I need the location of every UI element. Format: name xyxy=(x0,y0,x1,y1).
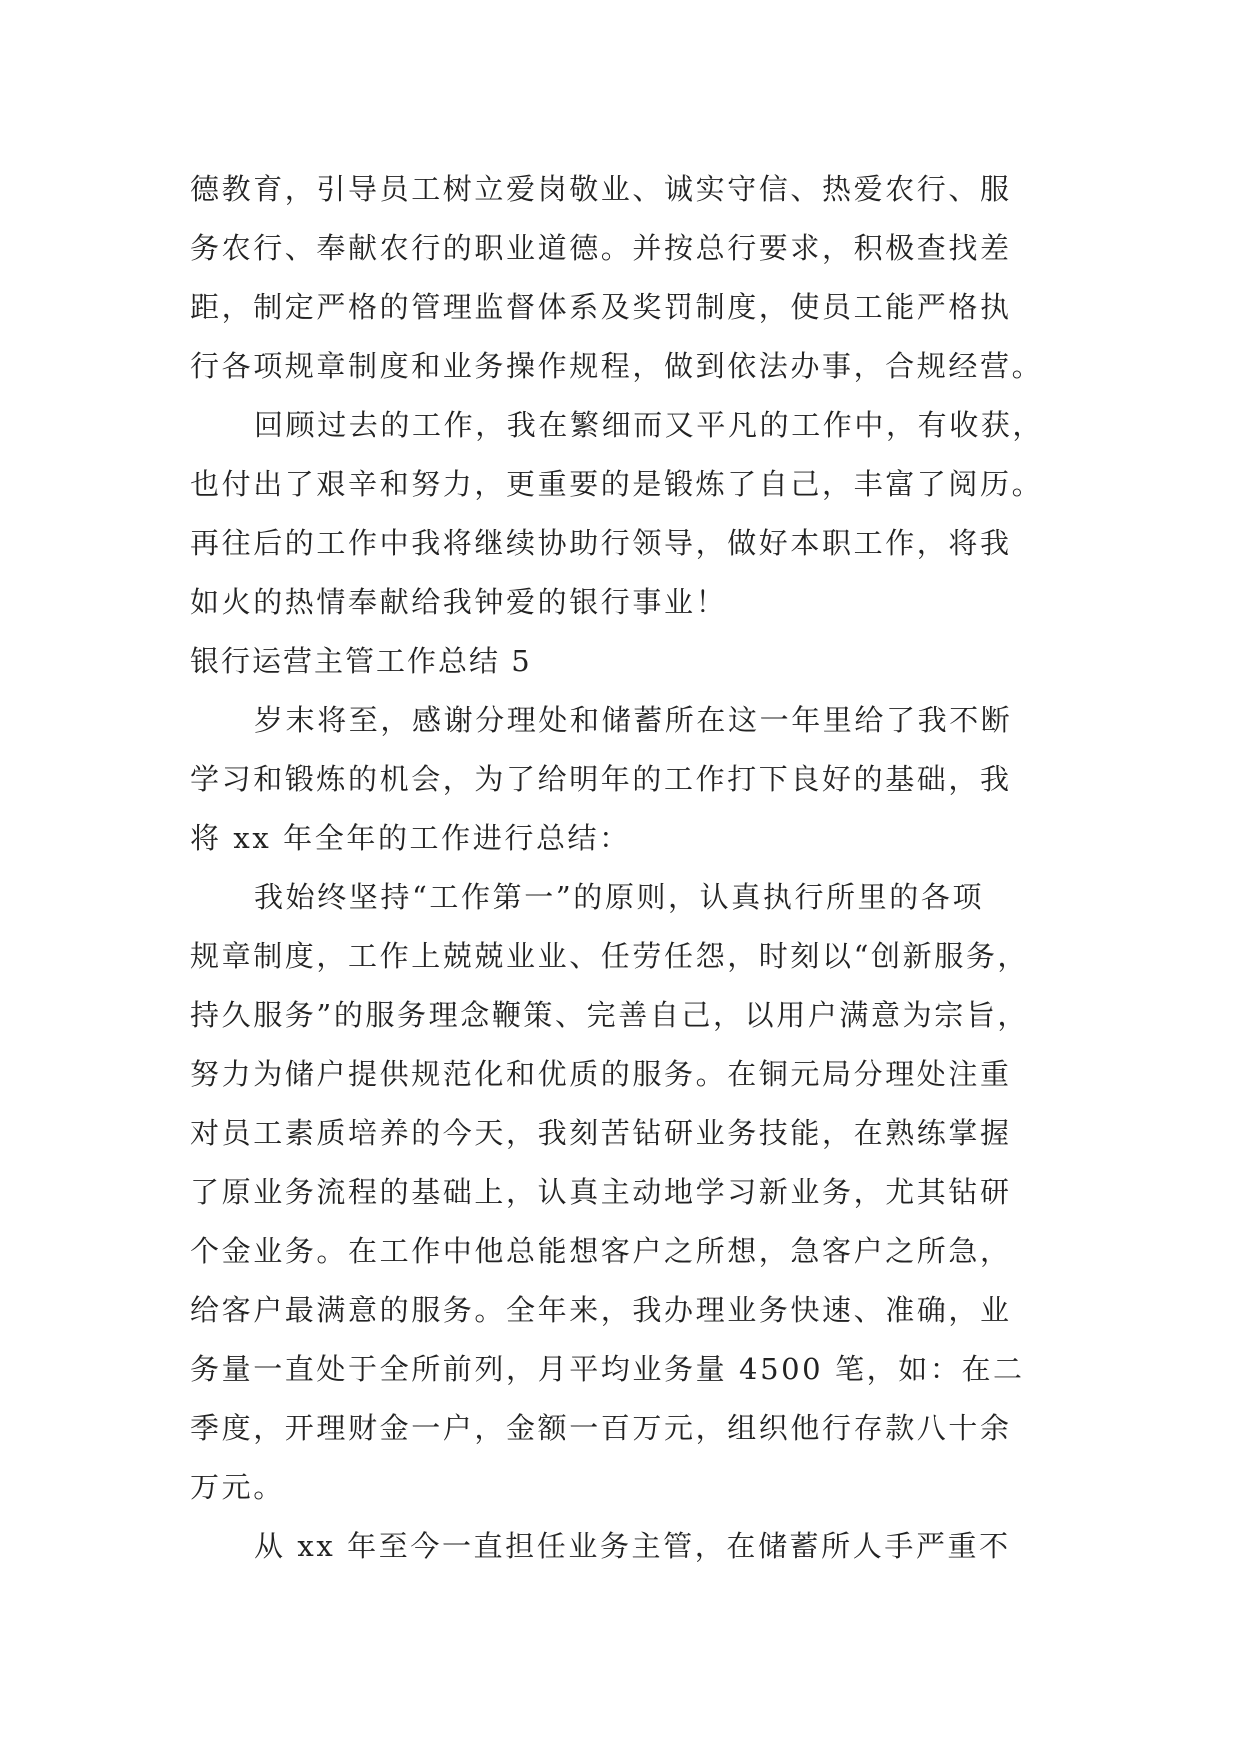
paragraph-start-line-5: 回顾过去的工作，我在繁细而又平凡的工作中，有收获， xyxy=(254,408,1045,442)
text-line-3: 距，制定严格的管理监督体系及奖罚制度，使员工能严格执 xyxy=(190,290,1012,324)
paragraph-start-line-13: 我始终坚持“工作第一”的原则，认真执行所里的各项 xyxy=(254,880,985,914)
text-line-1: 德教育，引导员工树立爱岗敬业、诚实守信、热爱农行、服 xyxy=(190,172,1012,206)
text-line-11: 学习和锻炼的机会，为了给明年的工作打下良好的基础，我 xyxy=(190,762,1012,796)
text-line-21: 务量一直处于全所前列，月平均业务量 4500 笔，如：在二 xyxy=(190,1352,1025,1386)
paragraph-start-line-24: 从 xx 年至今一直担任业务主管，在储蓄所人手严重不 xyxy=(254,1529,1011,1563)
paragraph-start-line-10: 岁末将至，感谢分理处和储蓄所在这一年里给了我不断 xyxy=(254,703,1013,737)
section-heading: 银行运营主管工作总结 5 xyxy=(190,644,532,678)
text-line-18: 了原业务流程的基础上，认真主动地学习新业务，尤其钻研 xyxy=(190,1175,1012,1209)
text-line-8: 如火的热情奉献给我钟爱的银行事业！ xyxy=(190,585,728,619)
text-line-20: 给客户最满意的服务。全年来，我办理业务快速、准确，业 xyxy=(190,1293,1012,1327)
text-line-14: 规章制度，工作上兢兢业业、任劳任怨，时刻以“创新服务， xyxy=(190,939,1030,973)
text-line-15: 持久服务”的服务理念鞭策、完善自己，以用户满意为宗旨， xyxy=(190,998,1030,1032)
text-line-12: 将 xx 年全年的工作进行总结： xyxy=(190,821,631,855)
text-line-16: 努力为储户提供规范化和优质的服务。在铜元局分理处注重 xyxy=(190,1057,1012,1091)
text-line-17: 对员工素质培养的今天，我刻苦钻研业务技能，在熟练掌握 xyxy=(190,1116,1012,1150)
text-line-23: 万元。 xyxy=(190,1470,285,1504)
text-line-19: 个金业务。在工作中他总能想客户之所想，急客户之所急， xyxy=(190,1234,1012,1268)
text-line-22: 季度，开理财金一户，金额一百万元，组织他行存款八十余 xyxy=(190,1411,1012,1445)
text-line-7: 再往后的工作中我将继续协助行领导，做好本职工作，将我 xyxy=(190,526,1012,560)
document-body xyxy=(190,160,1062,1576)
text-line-2: 务农行、奉献农行的职业道德。并按总行要求，积极查找差 xyxy=(190,231,1012,265)
text-line-6: 也付出了艰辛和努力，更重要的是锻炼了自己，丰富了阅历。 xyxy=(190,467,1044,501)
text-line-4: 行各项规章制度和业务操作规程，做到依法办事，合规经营。 xyxy=(190,349,1044,383)
